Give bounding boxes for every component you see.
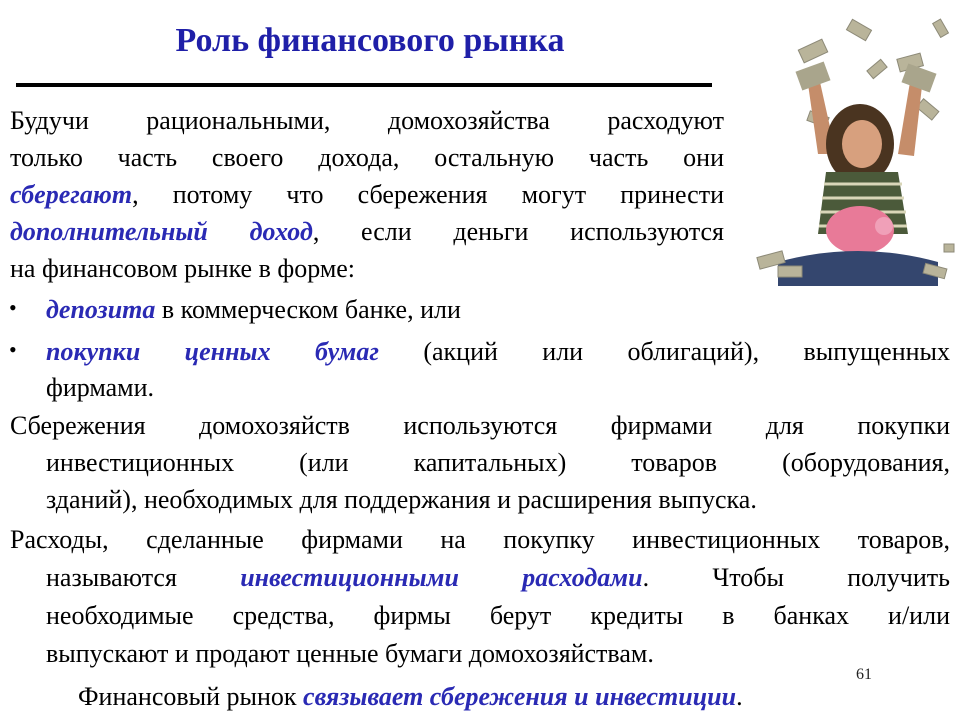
bullet-securities [46, 334, 950, 370]
bullet-deposit [46, 292, 950, 328]
money-illustration [748, 4, 956, 286]
slide-number: 61 [856, 666, 872, 683]
intro-line-4-text: , если деньги используются [312, 217, 724, 246]
para3-line-2-pre: называются [46, 563, 241, 592]
bullet-marker: • [9, 295, 17, 320]
emphasis-extra-income: дополнительный доход [10, 217, 313, 246]
bullet-marker: • [9, 337, 17, 362]
emphasis-investment-spending: инвестиционными расходами [240, 563, 643, 592]
para3-line-2 [46, 560, 950, 596]
bullet-deposit-text: в коммерческом банке, или [155, 295, 461, 324]
closing-pre: Финансовый рынок [78, 682, 304, 711]
para2-line-1: Сбережения домохозяйств используются фирмами для покупки [10, 411, 950, 440]
intro-line-2: только часть своего дохода, остальную часть они [10, 143, 724, 172]
intro-line-4 [10, 214, 724, 250]
closing-statement [78, 680, 743, 714]
emphasis-links: связывает сбережения и инвестиции [303, 682, 737, 711]
emphasis-securities: покупки ценных бумаг [46, 337, 379, 366]
para3-line-2-post: . Чтобы получить [642, 563, 950, 592]
emphasis-deposit: депозита [46, 295, 156, 324]
emphasis-saving: сберегают [10, 180, 133, 209]
slide-title: Роль финансового рынка [175, 22, 565, 59]
para3-line-3: необходимые средства, фирмы берут кредиты в банках и/или [46, 601, 950, 630]
intro-line-1: Будучи рациональными, домохозяйства расходуют [10, 106, 724, 135]
intro-line-5: на финансовом рынке в форме: [10, 254, 356, 283]
closing-post: . [736, 682, 743, 711]
intro-line-3-text: , потому что сбережения могут принести [132, 180, 724, 209]
para3-line-1: Расходы, сделанные фирмами на покупку инвестиционных товаров, [10, 525, 950, 554]
intro-line-3 [10, 177, 724, 213]
para3-line-4: выпускают и продают ценные бумаги домохозяйствам. [46, 639, 654, 668]
bullet-securities-cont: фирмами. [46, 373, 155, 402]
para2-line-3: зданий), необходимых для поддержания и расширения выпуска. [46, 485, 757, 514]
bullet-securities-text: (акций или облигаций), выпущенных [378, 337, 950, 366]
title-underline [16, 83, 712, 87]
para2-line-2: инвестиционных (или капитальных) товаров (оборудования, [46, 448, 950, 477]
